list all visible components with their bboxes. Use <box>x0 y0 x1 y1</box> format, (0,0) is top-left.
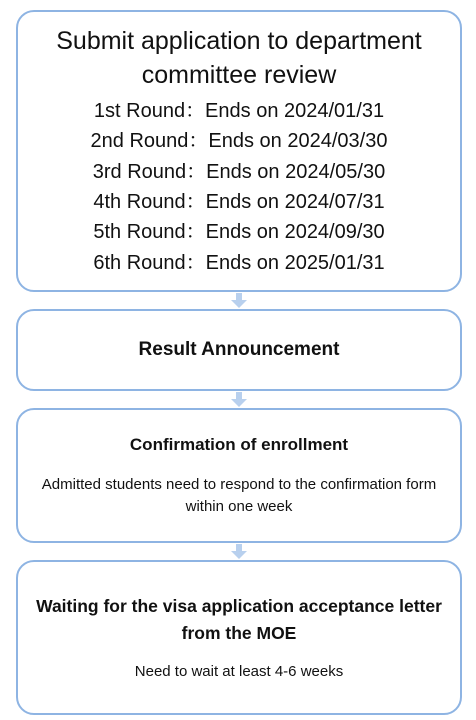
step-description: Admitted students need to respond to the confirmation form within one week <box>41 475 437 515</box>
round-deadline-list <box>91 96 388 278</box>
round-deadline: 6th Round：Ends on 2025/01/31 <box>93 251 385 274</box>
step-title: Result Announcement <box>138 339 340 360</box>
round-deadline: 5th Round：Ends on 2024/09/30 <box>93 221 385 244</box>
step-visa-acceptance-letter <box>16 560 462 715</box>
step-submit-application <box>16 10 462 292</box>
round-deadline: 3rd Round：Ends on 2024/05/30 <box>92 160 386 183</box>
round-deadline: 1st Round：Ends on 2024/01/31 <box>93 99 385 122</box>
step-confirmation-of-enrollment <box>16 408 462 543</box>
down-arrow-icon <box>231 544 247 559</box>
down-arrow-icon <box>231 293 247 308</box>
round-deadline: 4th Round：Ends on 2024/07/31 <box>93 191 385 213</box>
step-title: Submit application to department committee review <box>56 26 422 89</box>
step-description: Need to wait at least 4-6 weeks <box>134 662 344 680</box>
step-title: Confirmation of enrollment <box>129 434 349 454</box>
step-result-announcement <box>16 309 462 391</box>
down-arrow-icon <box>231 392 247 407</box>
step-title: Waiting for the visa application acceptance letter from the MOE <box>36 595 442 643</box>
round-deadline: 2nd Round：Ends on 2024/03/30 <box>90 130 388 153</box>
